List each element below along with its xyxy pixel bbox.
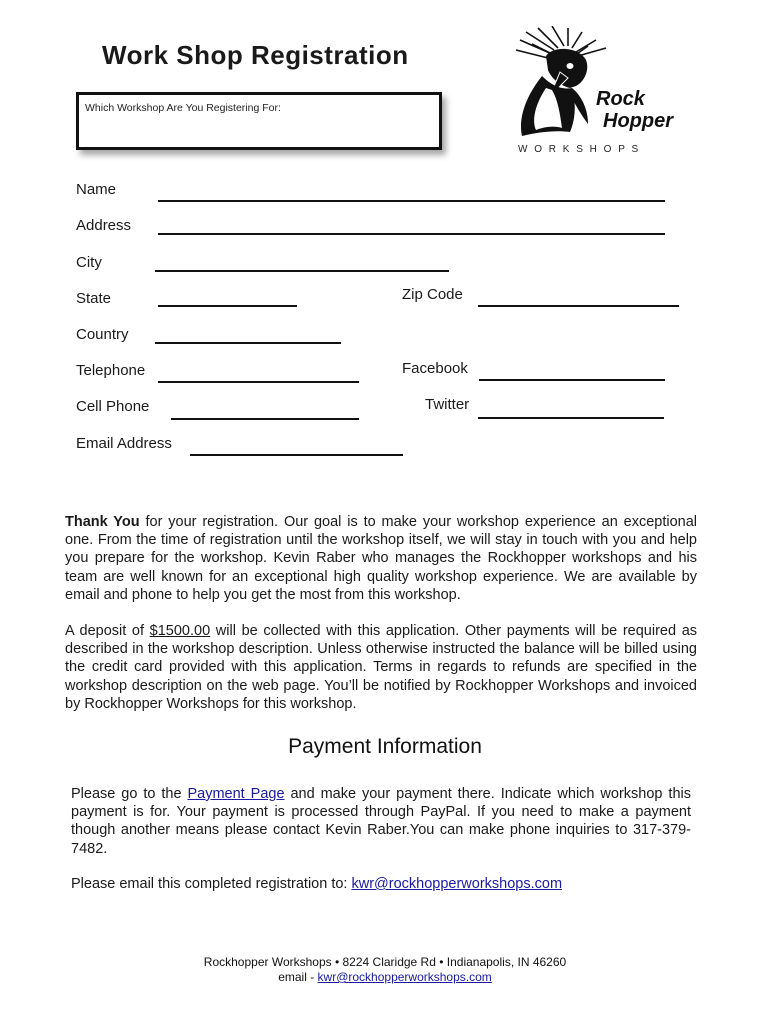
deposit-pre: A deposit of — [65, 623, 150, 639]
rockhopper-logo — [512, 26, 682, 158]
zip-field[interactable] — [478, 305, 679, 307]
email-field[interactable] — [190, 454, 403, 456]
name-label: Name — [76, 181, 117, 198]
twitter-field[interactable] — [478, 417, 664, 419]
workshop-selection-box[interactable] — [76, 92, 442, 150]
workshop-prompt: Which Workshop Are You Registering For: — [85, 102, 281, 114]
deposit-amount: $1500.00 — [149, 623, 211, 639]
email-instruction-text: Please email this completed registration to: — [71, 876, 352, 892]
footer-email-line — [0, 970, 770, 984]
country-field[interactable] — [155, 342, 341, 344]
address-label: Address — [76, 217, 132, 234]
email-label: Email Address — [76, 435, 172, 452]
logo-line2: Hopper — [603, 110, 673, 132]
payment-pre: Please go to the — [71, 786, 188, 802]
footer-email-label: email - — [278, 970, 318, 984]
cell-phone-label: Cell Phone — [76, 398, 150, 415]
email-link[interactable]: kwr@rockhopperworkshops.com — [351, 876, 563, 892]
twitter-label: Twitter — [425, 396, 470, 413]
facebook-field[interactable] — [479, 379, 665, 381]
zip-label: Zip Code — [402, 286, 463, 303]
telephone-field[interactable] — [158, 381, 359, 383]
country-label: Country — [76, 326, 129, 343]
deposit-post: will be collected with this application. Other payments will be required as described in the workshop description. Unless otherwise instructed the balance will be billed using the credit card provided with this application. Terms in regards to refunds are specified in the workshop description on the web page. You’ll be notified by Rockhopper Workshops and invoiced by Rockhopper Workshops for this workshop. — [65, 623, 698, 712]
payment-post: and make your payment there. Indicate which workshop this payment is for. Your payment is processed through PayPal. If you need to make a payment though another means please contact Kevin Raber.You can make phone inquiries to 317-379-7482. — [71, 786, 691, 857]
logo-tagline: W O R K S H O P S — [518, 144, 641, 155]
email-instruction — [71, 875, 691, 893]
intro-text: for your registration. Our goal is to make your workshop experience an exceptional one. From the time of registration until the workshop itself, we will stay in touch with you and help you prepare for the workshop. Kevin Raber who manages the Rockhopper workshops and his team are well known for an exceptional high quality workshop experience. We are available by email and phone to help you get the most from this workshop. — [65, 514, 697, 603]
payment-heading: Payment Information — [288, 735, 482, 758]
page-title: Work Shop Registration — [102, 40, 409, 70]
address-field[interactable] — [158, 233, 665, 235]
city-field[interactable] — [155, 270, 449, 272]
intro-bold: Thank You — [65, 514, 140, 530]
logo-line1: Rock — [596, 88, 645, 110]
cell-phone-field[interactable] — [171, 418, 359, 420]
name-field[interactable] — [158, 200, 665, 202]
facebook-label: Facebook — [402, 360, 468, 377]
state-field[interactable] — [158, 305, 297, 307]
intro-paragraph — [65, 513, 697, 604]
footer-email-link[interactable]: kwr@rockhopperworkshops.com — [317, 970, 492, 984]
deposit-paragraph — [65, 622, 697, 713]
payment-page-link[interactable]: Payment Page — [187, 786, 285, 802]
telephone-label: Telephone — [76, 362, 146, 379]
footer-address: Rockhopper Workshops • 8224 Claridge Rd • Indianapolis, IN 46260 — [203, 955, 567, 969]
payment-paragraph — [71, 785, 691, 858]
state-label: State — [76, 290, 112, 307]
city-label: City — [76, 254, 102, 271]
